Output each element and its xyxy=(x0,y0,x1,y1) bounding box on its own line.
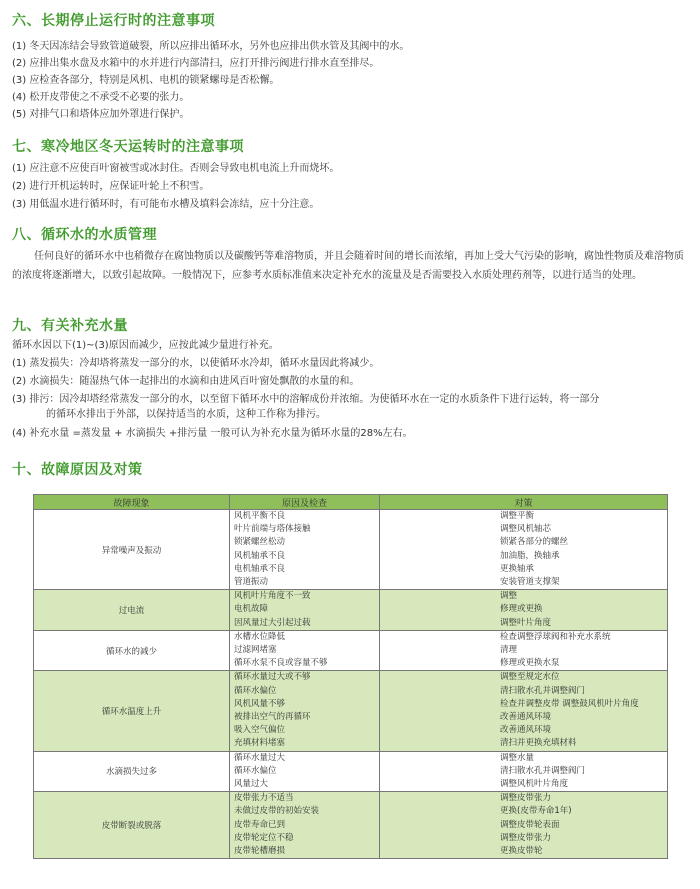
cause-item: 风机叶片角度不一致 xyxy=(234,591,311,602)
section-9-title: 九、有关补充水量 xyxy=(12,318,128,334)
solution-item: 检查调整浮球阀和补充水系统 xyxy=(500,631,611,642)
solution-cell xyxy=(380,751,668,792)
solution-cell xyxy=(380,510,668,590)
solution-item: 检查并调整皮带 调整鼓风机叶片角度 xyxy=(500,698,639,709)
solution-item: 修理或更换 xyxy=(500,604,543,615)
table-row xyxy=(34,630,668,671)
s6-line-5: (5) 对排气口和塔体应加外罩进行保护。 xyxy=(12,109,190,120)
s6-line-1: (1) 冬天因冻结会导致管道破裂，所以应排出循环水，另外也应排出供水管及其阀中的水。 xyxy=(12,41,410,52)
cause-item: 皮带寿命已到 xyxy=(234,819,286,830)
section-10-title: 十、故障原因及对策 xyxy=(12,462,143,478)
cause-cell xyxy=(230,671,380,751)
cause-item: 充填材料堵塞 xyxy=(234,738,286,749)
solution-item: 清扫散水孔并调整阀门 xyxy=(500,765,586,776)
solution-item: 清理 xyxy=(500,645,518,656)
cause-item: 叶片前端与塔体接触 xyxy=(234,524,311,535)
symptom-label: 循环水的减少 xyxy=(105,646,157,657)
s9-line-1: (1) 蒸发损失：冷却塔将蒸发一部分的水，以使循环水冷却，循环水量因此将减少。 xyxy=(12,358,380,369)
symptom-label: 循环水温度上升 xyxy=(101,707,162,718)
cause-item: 电机轴承不良 xyxy=(234,563,286,574)
solution-item: 修理或更换水泵 xyxy=(500,658,560,669)
cause-cell xyxy=(230,590,380,631)
header-solution: 对策 xyxy=(380,495,668,510)
solution-item: 加油脂，换轴承 xyxy=(500,550,560,561)
solution-item: 调整水量 xyxy=(500,752,535,763)
table-row xyxy=(34,751,668,792)
solution-cell xyxy=(380,630,668,671)
section-7-title: 七、寒冷地区冬天运转时的注意事项 xyxy=(12,139,244,155)
table-row xyxy=(34,590,668,631)
s9-line-3b: 的循环水排出于外部，以保持适当的水质，这种工作称为排污。 xyxy=(46,409,326,420)
s6-line-4: (4) 松开皮带使之不承受不必要的张力。 xyxy=(12,92,190,103)
cause-item: 循环水量过大或不够 xyxy=(234,672,311,683)
cause-item: 电机故障 xyxy=(234,604,269,615)
cause-item: 因风量过大引起过载 xyxy=(234,617,311,628)
cause-item: 循环水偏位 xyxy=(234,685,277,696)
solution-item: 调整风机叶片角度 xyxy=(500,779,569,790)
symptom-cell xyxy=(34,751,230,792)
solution-item: 调整风机轴芯 xyxy=(500,524,552,535)
cause-item: 风机平衡不良 xyxy=(234,511,286,521)
solution-item: 改善通风环境 xyxy=(500,712,552,723)
s6-line-3: (3) 应检查各部分，特别是风机、电机的锁紧螺母是否松懈。 xyxy=(12,75,280,86)
section-6-title: 六、长期停止运行时的注意事项 xyxy=(12,13,215,29)
table-header-row xyxy=(34,495,668,510)
symptom-cell xyxy=(34,590,230,631)
cause-item: 循环水量过大 xyxy=(234,752,286,763)
table-row xyxy=(34,792,668,859)
cause-item: 风机轴承不良 xyxy=(234,550,286,561)
cause-item: 被排出空气的再循环 xyxy=(234,712,311,723)
s8-paragraph: 任何良好的循环水中也稍微存在腐蚀物质以及碳酸钙等难溶物质，并且会随着时间的增长而浓缩，再加上受大气污染的影响，腐蚀性物质及难溶物质的浓度将逐渐增大，以致引起故障。一般情况下，应参考水质标准值来决定补充水的流量及是否需要投入水质处理药剂等，以进行适当的处理。 xyxy=(12,251,684,281)
solution-item: 调整皮带张力 xyxy=(500,793,552,804)
solution-item: 安装管道支撑架 xyxy=(500,577,560,588)
cause-item: 管道振动 xyxy=(234,577,269,588)
symptom-label: 水滴损失过多 xyxy=(105,767,157,778)
cause-cell xyxy=(230,751,380,792)
cause-item: 皮带轮定位不稳 xyxy=(234,832,294,843)
symptom-cell xyxy=(34,510,230,590)
solution-item: 调整叶片角度 xyxy=(500,617,552,628)
header-cause: 原因及检查 xyxy=(230,495,380,510)
symptom-cell xyxy=(34,671,230,751)
cause-item: 未做过皮带的初始安装 xyxy=(234,806,320,817)
solution-item: 调整至规定水位 xyxy=(500,672,560,683)
cause-item: 皮带轮槽磨损 xyxy=(234,846,286,857)
solution-item: 调整皮带轮表面 xyxy=(500,819,560,830)
cause-cell xyxy=(230,792,380,859)
solution-cell xyxy=(380,590,668,631)
section-8-title: 八、循环水的水质管理 xyxy=(12,227,157,243)
cause-item: 锁紧螺丝松动 xyxy=(234,537,286,548)
s6-line-2: (2) 应排出集水盘及水箱中的水并进行内部清扫，应打开排污阀进行排水直至排尽。 xyxy=(12,58,380,69)
solution-item: 调整 xyxy=(500,591,518,602)
table-row xyxy=(34,510,668,590)
solution-item: 锁紧各部分的螺丝 xyxy=(500,537,569,548)
cause-item: 吸入空气偏位 xyxy=(234,725,286,736)
cause-item: 水槽水位降低 xyxy=(234,631,286,642)
solution-item: 调整平衡 xyxy=(500,511,535,521)
fault-table xyxy=(33,494,668,859)
solution-cell xyxy=(380,671,668,751)
s7-line-1: (1) 应注意不应使百叶窗被雪或冰封住。否则会导致电机电流上升而烧坏。 xyxy=(12,163,340,174)
header-symptom: 故障现象 xyxy=(34,495,230,510)
symptom-label: 皮带断裂或脱落 xyxy=(101,821,162,832)
solution-item: 清扫并更换充填材料 xyxy=(500,738,577,749)
solution-item: 更换轴承 xyxy=(500,563,535,574)
s9-line-4: (4) 补充水量 =蒸发量 + 水滴损失 +排污量 一般可认为补充水量为循环水量的28%左右。 xyxy=(12,428,413,439)
s9-line-3a: (3) 排污：因冷却塔经常蒸发一部分的水，以至留下循环水中的溶解成份并浓缩。为使循环水在一定的水质条件下进行运转，将一部分 xyxy=(12,394,600,405)
solution-cell xyxy=(380,792,668,859)
s9-intro: 循环水因以下(1)~(3)原因而减少，应按此减少量进行补充。 xyxy=(12,340,279,351)
cause-item: 皮带张力不适当 xyxy=(234,793,294,804)
s7-line-2: (2) 进行开机运转时，应保证叶轮上不积雪。 xyxy=(12,181,210,192)
symptom-cell xyxy=(34,630,230,671)
solution-item: 更换皮带轮 xyxy=(500,846,543,857)
symptom-cell xyxy=(34,792,230,859)
cause-cell xyxy=(230,630,380,671)
solution-item: 清扫散水孔并调整阀门 xyxy=(500,685,586,696)
cause-item: 风机风量不够 xyxy=(234,698,286,709)
table-row xyxy=(34,671,668,751)
cause-cell xyxy=(230,510,380,590)
solution-item: 更换(皮带寿命1年) xyxy=(500,806,572,817)
solution-item: 调整皮带张力 xyxy=(500,832,552,843)
cause-item: 风量过大 xyxy=(234,779,269,790)
s7-line-3: (3) 用低温水进行循环时，有可能布水槽及填料会冻结，应十分注意。 xyxy=(12,199,320,210)
cause-item: 过滤网堵塞 xyxy=(234,645,277,656)
cause-item: 循环水泵不良或容量不够 xyxy=(234,658,328,669)
solution-item: 改善通风环境 xyxy=(500,725,552,736)
cause-item: 循环水偏位 xyxy=(234,765,277,776)
symptom-label: 异常噪声及振动 xyxy=(101,545,162,556)
symptom-label: 过电流 xyxy=(118,606,145,617)
s9-line-2: (2) 水滴损失：随湿热气体一起排出的水滴和由进风百叶窗处飘散的水量的和。 xyxy=(12,376,360,387)
